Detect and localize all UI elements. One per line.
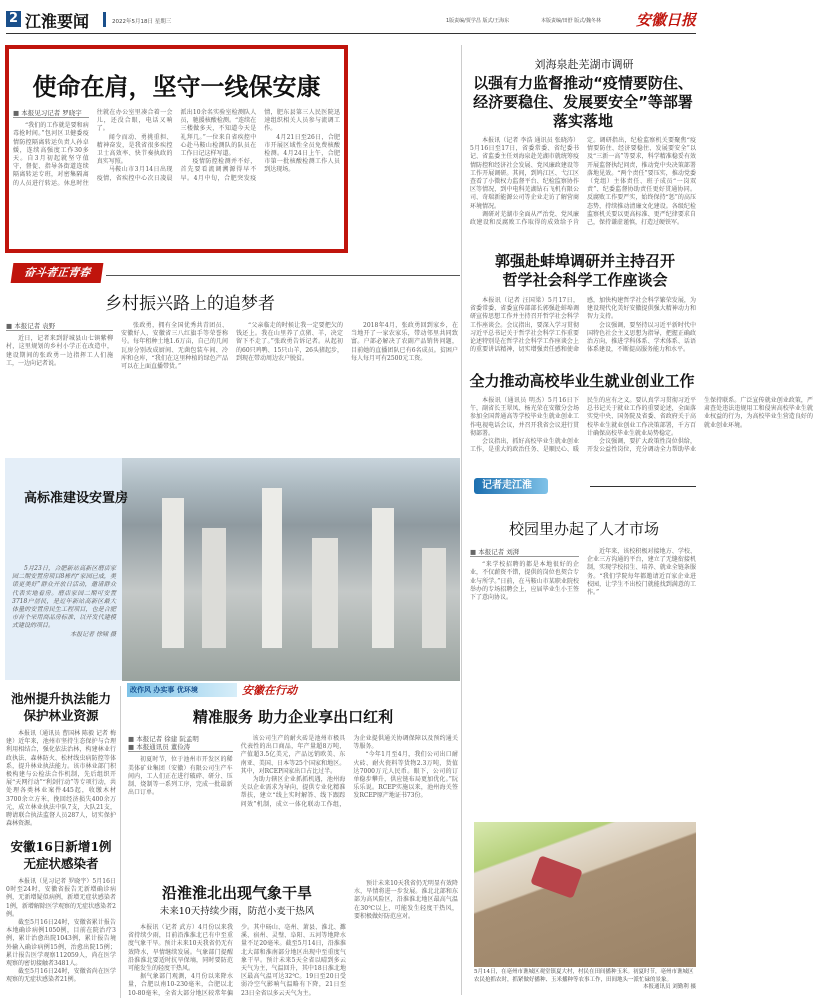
feature-banner: 奋斗者正青春 <box>11 263 104 283</box>
l3-headline: 安徽16日新增1例无症状感染者 <box>10 839 112 871</box>
r2-headline: 郭强赴蚌埠调研并主持召开哲学社会科学工作座谈会 <box>495 252 676 289</box>
photo-caption: 5月14日，在亳州市谯城区观堂镇夏大村，村民在田间播种玉米。初夏时节，亳州市谯城区农民抢抓农时，抓紧做好播种、玉米播种等农事工作，田间地头一派忙碌的景象。 本报通讯员 刘勤利 摄 <box>474 969 696 990</box>
page-header <box>6 8 696 34</box>
m2-headline: 沿淮淮北出现气象干旱 <box>161 884 312 902</box>
kicker: 刘海泉赴芜湖市调研 <box>534 58 634 71</box>
m2-body: 本报讯（记者 武方）4月份以来我省持续少雨，目前沿淮淮北已有中至重度气象干旱。预计未来10天我省仍无有效降水，旱情继续发展。气象部门提醒沿淮淮北要适时抗旱保墒，同时要防范可能发生的轻度干热风。 据气象部门观测，4月份以来降水量，合肥以南10-230毫米，合肥以北10-80毫米，全省大部分地区较常年偏少。其中砀山、亳州、萧县、淮北、濉溪、宿州、灵璧、阜阳、五河等地降水量不足20毫米。截至5月14日，沿淮淮北大部和淮南部分地区出现中至重度气象干旱。预计未来5天全省以晴到多云天气为主，气温回升，其中18日淮北地区最高气温可达32℃。19日至20日受弱冷空气影响气温略有下降，21日至23日全省以多云天气为主。 <box>128 924 346 997</box>
lead-body: ■ 本报见习记者 罗晓宇 “我们的工作就是要和病毒抢时间。”包河区卫健委疫情防控隔离转运负责人孙卓媛，连续高强度工作30多天。自3月初起就坚守值守，督促、指导各街道连续隔离转运专班，对密集隔离的人员进行转运。休息时往往就在办公室里凑合着一会儿，还没合眼，电话又响了。 闻令而动、勇挑重担、精神奋发，是我省很多疾控卫士高效率、快节奏执政的真实写照。 马鞍山市3月14日出现疫情，省疾控中心次日凌晨派出10余名实验室检测队人员，驰援核酸检测。“连续在三楼做多天，不知道今天是礼拜几。”一位来自省疾控中心赴马鞍山检测队的队员在工作日记这样写道。 疫情防控检测并不好，首先要看流调溯源得早不早。4月中旬，合肥突发疫情，肥东县第三人民医院迅速组织相关人员参与流调工作。 4月21日至26日，合肥市开展区域性全员免费核酸检测。4月24日上午，合肥市第一批核酸检测工作人员到达现场。 <box>13 109 340 245</box>
newspaper-logo: 安徽日报 <box>635 11 696 29</box>
l3-body: 本报讯（见习记者 罗晓宇）5月16日0时至24时，安徽省报告无新增确诊病例，无新增疑似病例，新增无症状感染者1例，新增解除医学观察的无症状感染者2例。 截至5月16日24时，安徽省累计报告本地确诊病例1050例，目前在院治疗3例，累计治愈出院1043例，累计报告境外输入确诊病例15例，治愈出院15例；累计报告医学观察112059人，尚在医学观察的密切接触者3481人。 截至5月16日24时，安徽省尚在医学观察的无症状感染者21例。 <box>6 878 116 984</box>
photo-feature-caption: 5月23日，合肥新站高新区磨店家园二期安置房项目8栋约“家园已成，美诺更美好”群众开放日活动，邀请群众代表实地看房。磨店家园二期可安置3718户居民，是近年新站高新区最大体量的安置房民生工程项目，也是合肥市首个采用商品房标准、以开发代建模式建设的项目。 本报记者 徐啸 摄 <box>12 565 116 638</box>
lead-headline: 使命在肩，坚守一线保安康 <box>32 73 321 101</box>
section-title: 江淮要闻 <box>25 12 90 31</box>
issue-date: 2022年5月18日 星期三 <box>112 19 172 25</box>
lead-article <box>5 45 348 253</box>
l1-headline: 乡村振兴路上的追梦者 <box>105 294 275 314</box>
banner-text: 记者走江淮 <box>482 480 532 491</box>
r4-headline: 校园里办起了人才市场 <box>508 520 659 538</box>
editors-1: 1版责编/贾学昌 版式/王海东 <box>446 18 510 24</box>
m2-subtitle: 未来10天持续少雨，防范小麦干热风 <box>159 906 315 917</box>
banner-rule <box>106 275 460 276</box>
banner-rule <box>590 486 696 487</box>
photo-feature-headline: 高标准建设安置房 <box>24 491 129 506</box>
m1-headline: 精准服务 助力企业享出口红利 <box>192 708 394 726</box>
r4-body: ■ 本报记者 刘湃 “来学校招聘的都是本地很好的企业，不仅薪资不错，提供的岗位也契合专业与所学。”日前，在马鞍山市某职业院校举办的专场招聘会上，应届毕业生小王签下了意向协议。 近年来，该校积极对接地方、学校、企业三方沟通的平台，建立了无缝衔接机制，实现学校招生、培养、就业全链条服务。“我们学院每年都邀请近百家企业进校园，让学生不出校门就能找到满意的工作。” <box>470 548 696 818</box>
r3-body: 本报讯（通讯员 明杰）5月16日下午，副省长王翠凤、杨光荣在安徽分会场参加全国普通高等学校毕业生就业创业工作电视电话会议，并召开我省会议进行贯彻部署。 会议指出，抓好高校毕业生就业创业工作，是重大的政治任务、是顺民心、暖民生的应有之义。要认真学习贯彻习近平总书记关于就业工作的重要论述，全面落实党中央、国务院及省委、省政府关于高校毕业生就业创业工作决策部署，千方百计确保高校毕业生就业局势稳定。 会议强调，要扩大政策性岗位供给，开发公益性岗位，充分调动全力帮助毕业生保持联系。广泛宣传就业创业政策，严肃查处违法违规用工和侵害高校毕业生就业权益的行为，为高校毕业生营造良好的就业创业环境。 <box>470 397 813 454</box>
housing-photo <box>122 458 460 681</box>
l2-headline: 池州提升执法能力保护林业资源 <box>10 691 111 723</box>
m1-body: ■ 本报记者 徐建 阮孟明 ■ 本报通讯员 董俭涛 初夏时节，位于池州市开发区的稀美体矿业集团（安徽）有限公司生产车间内，工人们正在进行破碎、研分、压制、烧制等一系列工序，完成一批最新出口订单。 该公司生产的耐火砖是池州市极具代表性的出口商品，年产量超8万吨，产值超3.5亿美元，产品远销欧美、东南亚、美国、日本等25个国家和地区。其中，对RCEP国家出口占比过半。 为助力辖区企业抓抓机遇，池州海关以企业需求为导向，提供专业化精准帮扶，建立“线上实时解答、线下跟踪问效”机制，成立一体化联动工作组，为企业提供通关协调保障以及预约通关等服务。 “今年1月至4月，我们公司出口耐火砖、耐火瓷料等货物2.3万吨，货值达7000万元人民币。眼下，公司的订单稳步攀升，供应链布局更加优化。”阮乐乐说。RCEP实施以来，池州海关签发RCEP原产地证书73份。 <box>128 735 458 875</box>
campaign-brand: 安徽在行动 <box>242 684 297 697</box>
section-bar <box>103 12 106 27</box>
r4-banner <box>474 478 548 494</box>
r1-headline: 以强有力监督推动“疫情要防住、经济要稳住、发展要安全”等部署落实落地 <box>473 74 693 130</box>
l2-body: 本报讯（通讯员 曹国林 陈毅 记者 梅建）近年来，池州市坚持生态保护与合理利用相结合，强化依法治林，构建林业行政执法、森林防火、松材线虫病防控等体系，提升林业执法能力。该市林业部门积极构建与公检法合作机制，先后组织开展“天网行动”“利剑行动”等专项行动，共处理各类林业案件445起，收缴木材3700余立方米，挽回经济损失400余万元，成立林业执法中队7支，大队21支，聘请联合执法监督人员287人，切实保护森林资源。 <box>6 730 116 828</box>
l1-body: ■ 本报记者 袁野 近日，记者来到舒城县山七镇紫柳村，这里规划的乡村小学正在改造中，建设期间的张政勇一边指挥工人们施工，一边向记者说。 张政勇，拥有全国优秀共青团员、安徽好人、安徽省三八红旗手等荣誉称号。每年租种土地1.6万亩，自己的几间瓦房分别改成厨间、无菌包装车间、冷库和仓库，“我们在这里种植的绿色产品可以在上面直播带货。” “父亲临走的时候让我一定要把欠的钱还上。我在山里养了点猪、羊，决定留下不走了。”张政勇告诉记者。从起初的60只鸡鸭、15只山羊，26头猪起步，到现在带动周边农户脱贫。 2018年4月，张政勇回到家乡，在当地开了一家农家乐，带动邻里共同致富。户部必解决了农副产品销售问题，目前她的直播团队已有6名成员。贫困户每人每月可有2500元工资。 <box>6 322 458 428</box>
r3-headline: 全力推动高校毕业生就业创业工作 <box>469 372 695 390</box>
campaign-banner: 改作风 办实事 优环境 <box>127 683 237 697</box>
tractor-field-photo <box>474 822 696 967</box>
byline: ■ 本报见习记者 罗晓宇 <box>13 109 89 118</box>
column-divider <box>461 45 462 995</box>
editors-2: 本版责编/田舒 版式/魏冬林 <box>541 18 601 24</box>
column-divider <box>120 686 121 998</box>
page-number: 2 <box>6 11 21 27</box>
r1-body: 本报讯（记者 李浩 通讯员 张晓涛）5月16日至17日，省委常委、省纪委书记、省监委主任刘海泉赴芜湖市就统筹疫情防控和经济社会发展、党风廉政建设等工作开展调研。其间，到鸠江区、弋江区查看了小微权力监督平台、纪检监察协作区等情况，到中电科芜湖钻石飞机有限公司、奇瑞新能源公司等企业走访了解营商环境情况。 调研对芜湖市全面从严治党、党风廉政建设和反腐败工作取得的成效给予肯定。调研指出，纪检监察机关要聚焦“疫情要防住、经济要稳住、发展要安全”以及“三新一高”等要求，科学精准稳妥有效开展监督执纪问责，推动党中央决策部署落地见效。“两个责任”要压实，推动党委（党组）主体责任、班子成员“一岗双责”、纪委监督协助责任更好贯通协同。反腐败工作要严实，始终保持“惩”的高压态势，持续推动清廉文化建设。各级纪检监察机关要以更高标准、更严纪律要求自己，保持谦虚谨慎，打造过硬铁军。 <box>470 137 696 227</box>
m2-body-right: 预计未来10天我省仍无明显有效降水，旱情将进一步发展。淮北北部和东部为高风险区，沿淮淮北地区最高气温在30℃以上，可能发生轻度干热风，要积极做好防范应对。 <box>354 880 458 920</box>
tractor <box>530 855 583 899</box>
r2-body: 本报讯（记者 汪国梁）5月17日，省委常委、省委宣传部部长郭强赴蚌埠调研宣传思想工作并主持召开哲学社会科学工作座谈会。会议指出，要深入学习贯彻习近平总书记关于哲学社会科学工作重要论述特别是在哲学社会科学工作座谈会上的重要讲话精神，切实增强责任感和使命感，加快构建哲学社会科学繁荣发展，为建设现代化美好安徽提供强大精神动力和智力支持。 会议强调，要坚持以习近平新时代中国特色社会主义思想为指导，把握正确政治方向，推进学科体系、学术体系、话语体系建设，不断提高服务能力和水平。 <box>470 297 696 354</box>
